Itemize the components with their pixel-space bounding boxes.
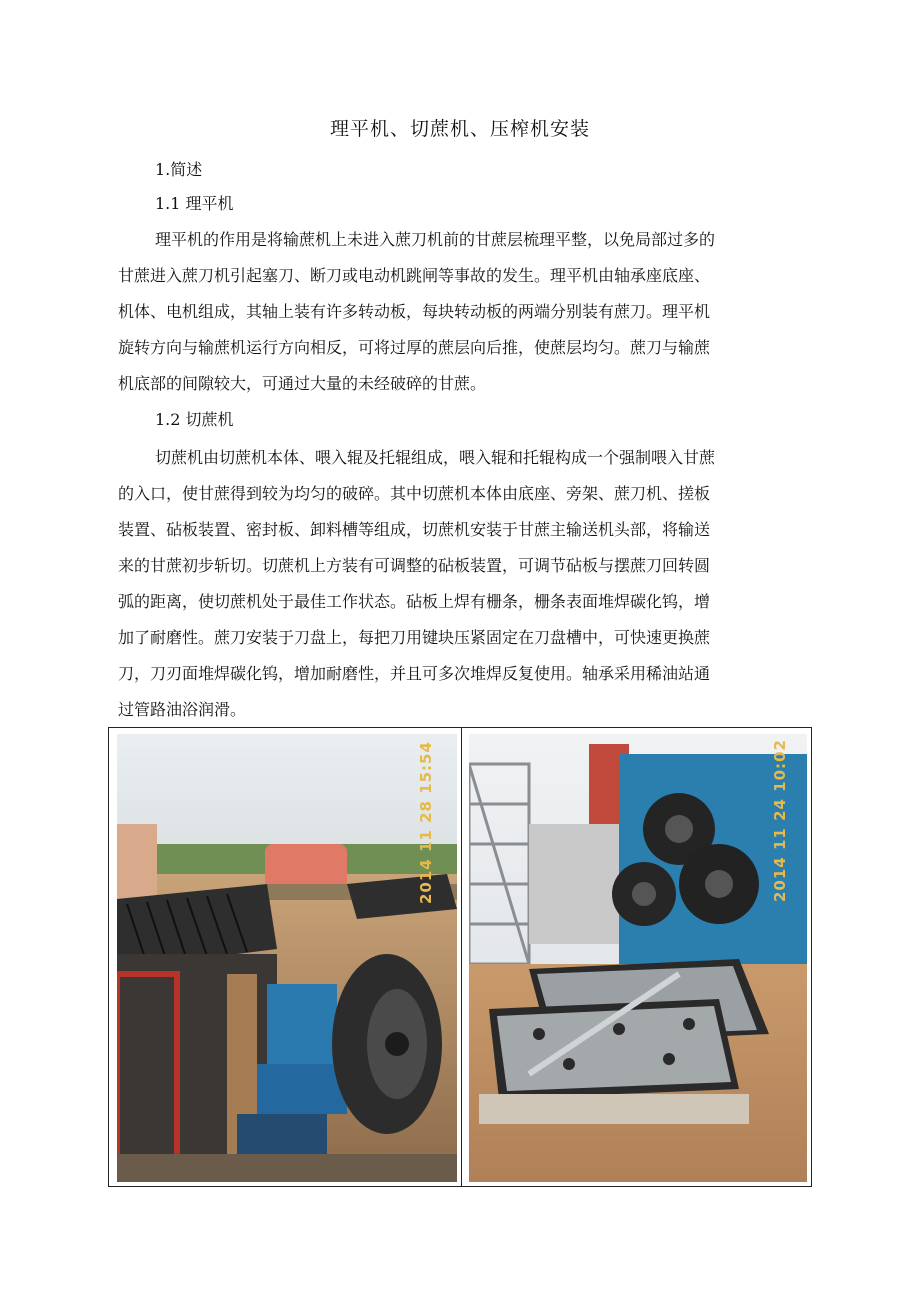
paragraph-cutter-line: 装置、砧板装置、密封板、卸料槽等组成，切蔗机安装于甘蔗主输送机头部，将输送: [118, 520, 711, 539]
paragraph-leveler-line: 机体、电机组成，其轴上装有许多转动板，每块转动板的两端分别装有蔗刀。理平机: [118, 302, 711, 321]
photo-cane-cutter: [469, 734, 807, 1182]
paragraph-cutter-line: 的入口，使甘蔗得到较为均匀的破碎。其中切蔗机本体由底座、旁架、蔗刀机、搓板: [118, 484, 711, 503]
photo-timestamp: 2014 11 24 10:02: [771, 739, 789, 902]
paragraph-leveler-line: 机底部的间隙较大，可通过大量的未经破碎的甘蔗。: [118, 374, 487, 393]
paragraph-cutter-line: 切蔗机由切蔗机本体、喂入辊及托辊组成，喂入辊和托辊构成一个强制喂入甘蔗: [155, 448, 716, 467]
heading-leveler: 1.1 理平机: [155, 194, 234, 213]
photo-table: [108, 727, 812, 1187]
paragraph-leveler-line: 理平机的作用是将输蔗机上未进入蔗刀机前的甘蔗层梳理平整，以免局部过多的: [155, 230, 716, 249]
paragraph-cutter-line: 刀，刀刃面堆焊碳化钨，增加耐磨性，并且可多次堆焊反复使用。轴承采用稀油站通: [118, 664, 711, 683]
heading-overview: 1.简述: [155, 160, 203, 179]
paragraph-leveler-line: 甘蔗进入蔗刀机引起塞刀、断刀或电动机跳闸等事故的发生。理平机由轴承座底座、: [118, 266, 711, 285]
photo-leveler: [117, 734, 457, 1182]
heading-cane-cutter: 1.2 切蔗机: [155, 410, 234, 429]
paragraph-cutter-line: 弧的距离，使切蔗机处于最佳工作状态。砧板上焊有栅条，栅条表面堆焊碳化钨，增: [118, 592, 711, 611]
photo-timestamp: 2014 11 28 15:54: [417, 741, 435, 904]
paragraph-leveler-line: 旋转方向与输蔗机运行方向相反，可将过厚的蔗层向后推，使蔗层均匀。蔗刀与输蔗: [118, 338, 711, 357]
paragraph-cutter-line: 过管路油浴润滑。: [118, 700, 247, 719]
paragraph-cutter-line: 来的甘蔗初步斩切。切蔗机上方装有可调整的砧板装置，可调节砧板与摆蔗刀回转圆: [118, 556, 711, 575]
paragraph-cutter-line: 加了耐磨性。蔗刀安装于刀盘上，每把刀用键块压紧固定在刀盘槽中，可快速更换蔗: [118, 628, 711, 647]
document-title: 理平机、切蔗机、压榨机安装: [329, 118, 590, 140]
photo-divider: [461, 728, 462, 1186]
